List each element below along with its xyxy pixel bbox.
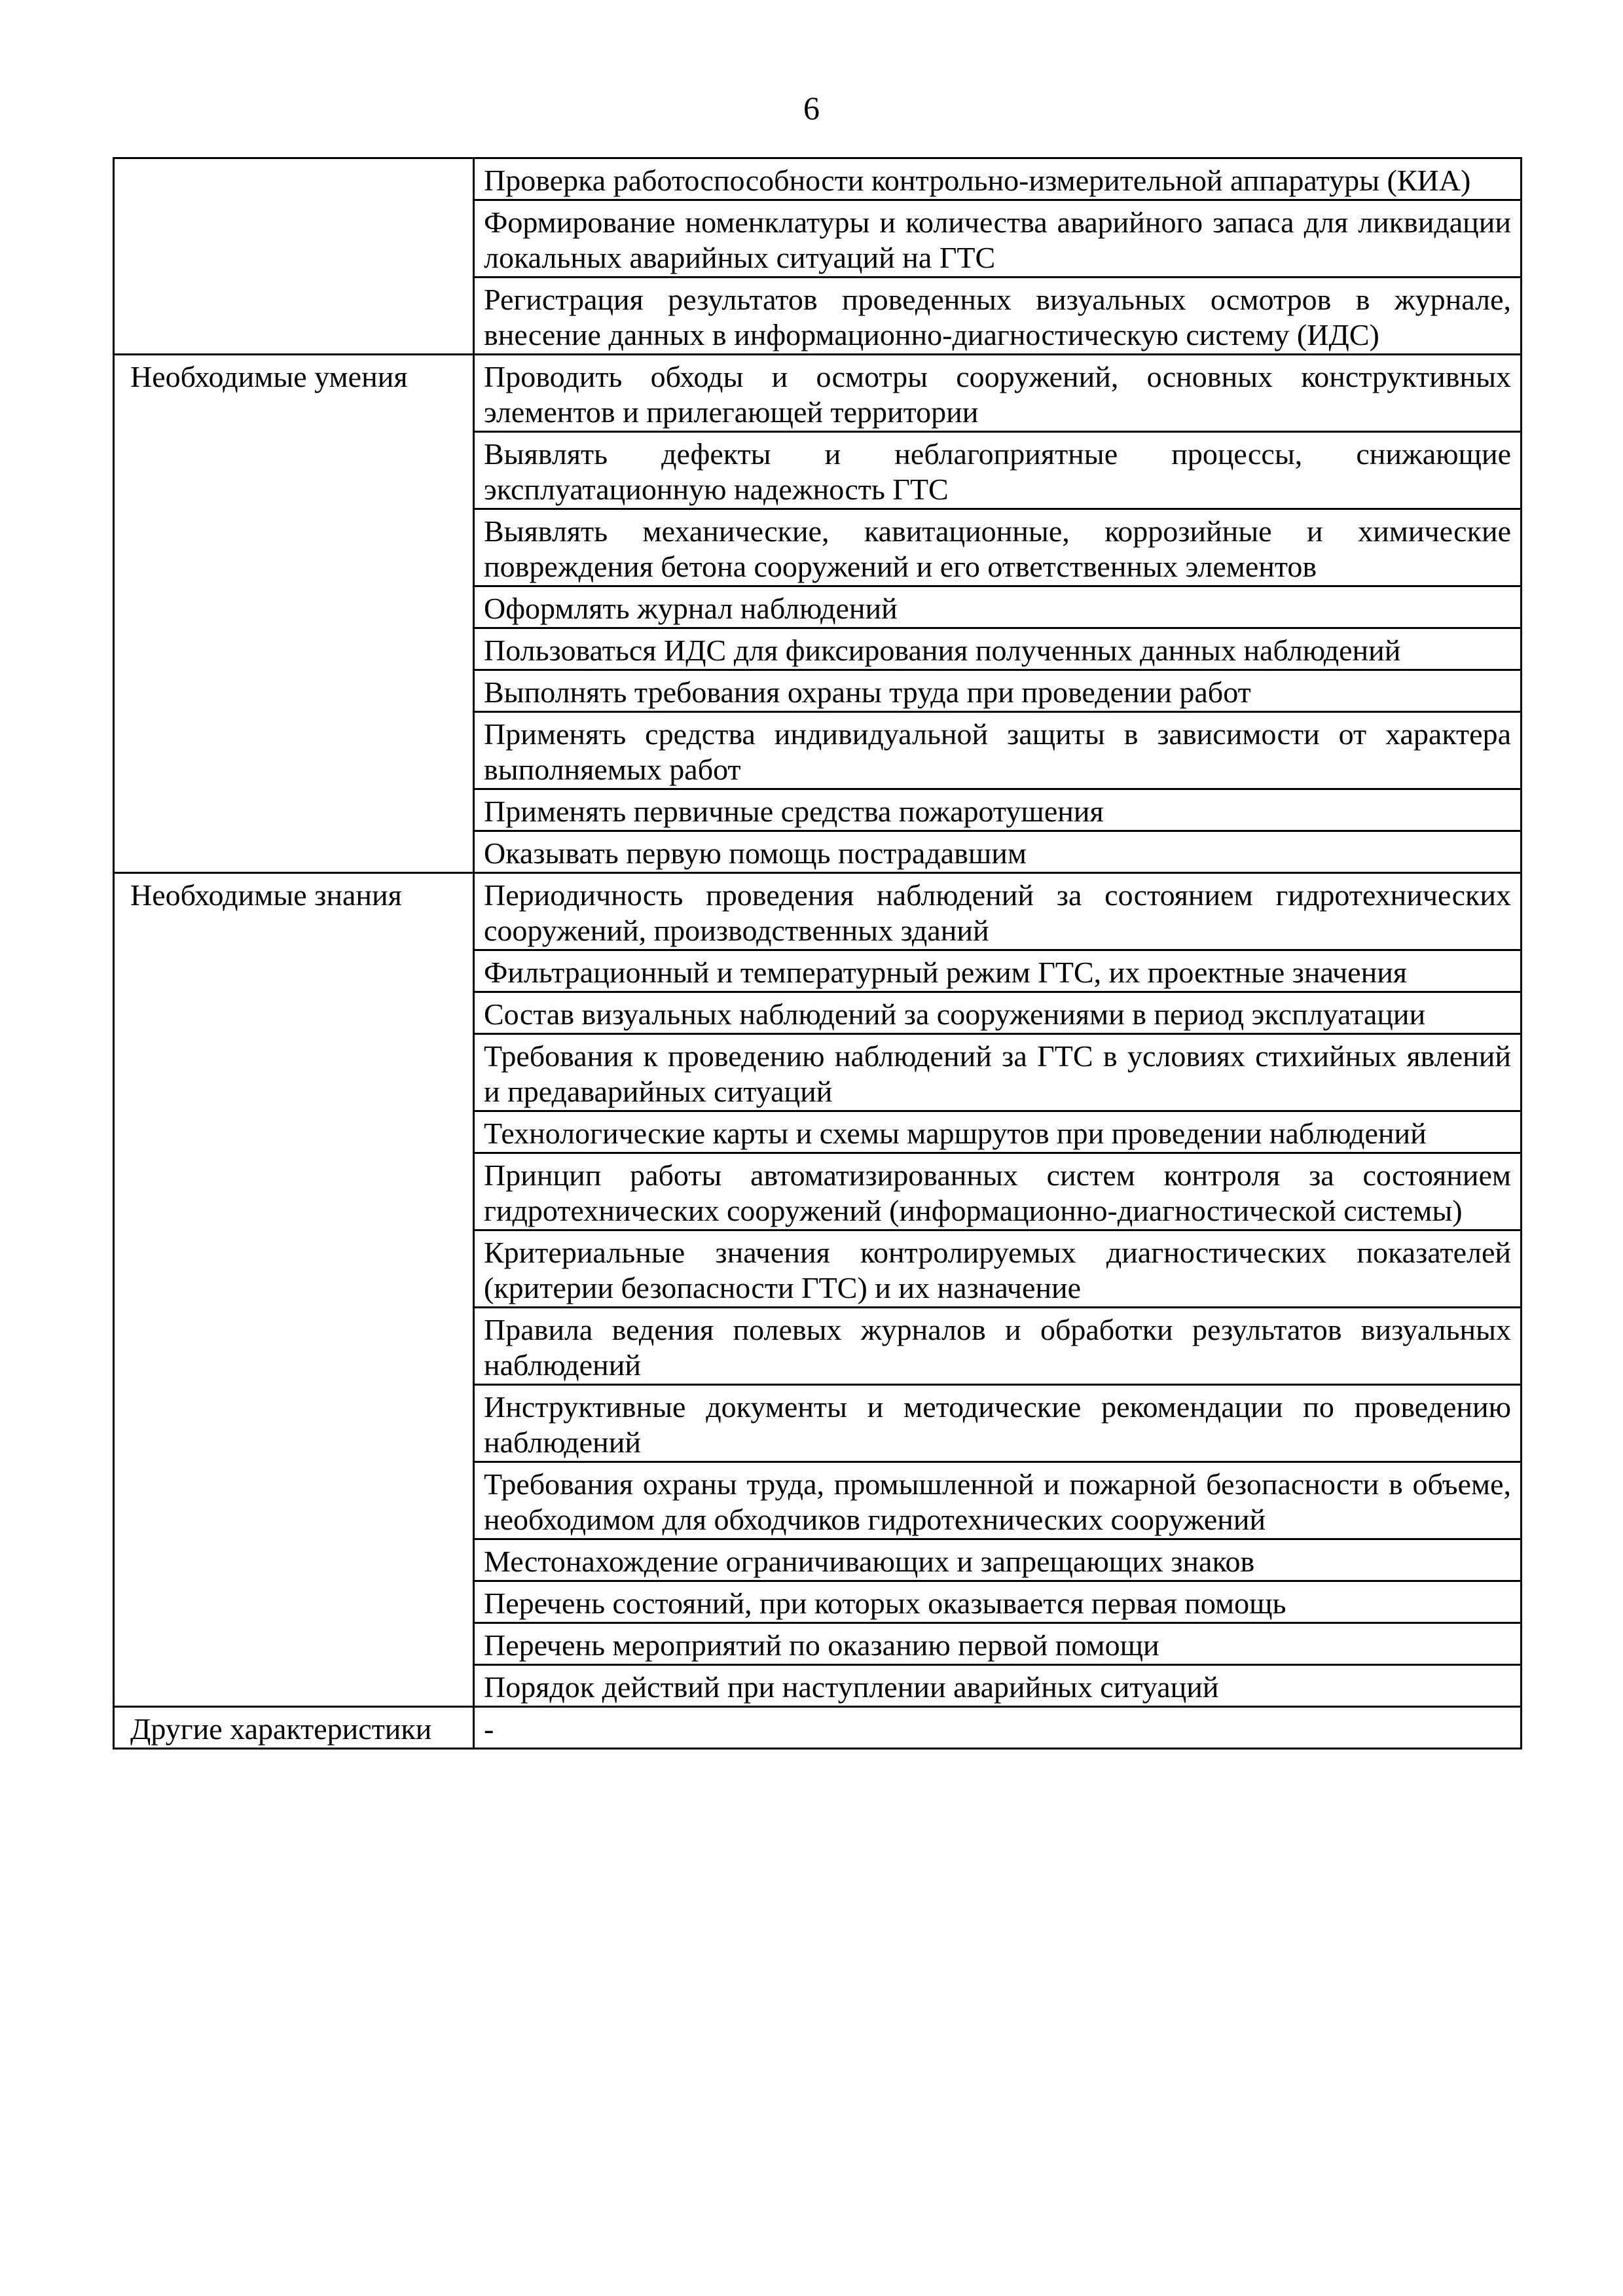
requirement-item: Оказывать первую помощь пострадавшим <box>474 831 1522 873</box>
requirement-item: Выполнять требования охраны труда при проведении работ <box>474 670 1522 712</box>
table-body <box>114 158 1522 1749</box>
requirement-item: Принцип работы автоматизированных систем контроля за состоянием гидротехнических сооружений (информационно-диагностической системы) <box>474 1153 1522 1230</box>
table-row <box>114 158 1522 200</box>
requirement-item: Периодичность проведения наблюдений за состоянием гидротехнических сооружений, производственных зданий <box>474 873 1522 950</box>
table-row <box>114 873 1522 950</box>
section-label: Необходимые знания <box>114 873 474 1707</box>
requirement-item: Выявлять механические, кавитационные, коррозийные и химические повреждения бетона сооружений и его ответственных элементов <box>474 509 1522 586</box>
requirement-item: Оформлять журнал наблюдений <box>474 586 1522 628</box>
requirement-item: Правила ведения полевых журналов и обработки результатов визуальных наблюдений <box>474 1308 1522 1385</box>
requirement-item: Порядок действий при наступлении аварийных ситуаций <box>474 1665 1522 1707</box>
requirements-table <box>113 157 1522 1749</box>
section-label: Необходимые умения <box>114 355 474 873</box>
requirement-item: Технологические карты и схемы маршрутов при проведении наблюдений <box>474 1111 1522 1153</box>
requirement-item: Состав визуальных наблюдений за сооружениями в период эксплуатации <box>474 992 1522 1034</box>
table-row <box>114 355 1522 432</box>
requirement-item: Применять средства индивидуальной защиты в зависимости от характера выполняемых работ <box>474 712 1522 789</box>
requirement-item: Фильтрационный и температурный режим ГТС, их проектные значения <box>474 950 1522 992</box>
requirement-item: Проводить обходы и осмотры сооружений, основных конструктивных элементов и прилегающей территории <box>474 355 1522 432</box>
requirement-item: Местонахождение ограничивающих и запрещающих знаков <box>474 1539 1522 1581</box>
requirement-item: - <box>474 1707 1522 1749</box>
section-label: Другие характеристики <box>114 1707 474 1749</box>
requirement-item: Выявлять дефекты и неблагоприятные процессы, снижающие эксплуатационную надежность ГТС <box>474 432 1522 509</box>
requirement-item: Применять первичные средства пожаротушения <box>474 789 1522 831</box>
table-row <box>114 1707 1522 1749</box>
requirement-item: Регистрация результатов проведенных визуальных осмотров в журнале, внесение данных в информационно-диагностическую систему (ИДС) <box>474 278 1522 355</box>
requirement-item: Проверка работоспособности контрольно-измерительной аппаратуры (КИА) <box>474 158 1522 200</box>
requirement-item: Перечень мероприятий по оказанию первой помощи <box>474 1623 1522 1665</box>
requirement-item: Инструктивные документы и методические рекомендации по проведению наблюдений <box>474 1385 1522 1462</box>
page-number: 6 <box>803 90 820 126</box>
requirement-item: Критериальные значения контролируемых диагностических показателей (критерии безопасности ГТС) и их назначение <box>474 1230 1522 1308</box>
requirement-item: Требования к проведению наблюдений за ГТС в условиях стихийных явлений и предаварийных ситуаций <box>474 1034 1522 1111</box>
section-label <box>114 158 474 355</box>
requirement-item: Перечень состояний, при которых оказывается первая помощь <box>474 1581 1522 1623</box>
requirement-item: Формирование номенклатуры и количества аварийного запаса для ликвидации локальных аварийных ситуаций на ГТС <box>474 200 1522 278</box>
requirement-item: Пользоваться ИДС для фиксирования полученных данных наблюдений <box>474 628 1522 670</box>
requirement-item: Требования охраны труда, промышленной и пожарной безопасности в объеме, необходимом для обходчиков гидротехнических сооружений <box>474 1462 1522 1539</box>
